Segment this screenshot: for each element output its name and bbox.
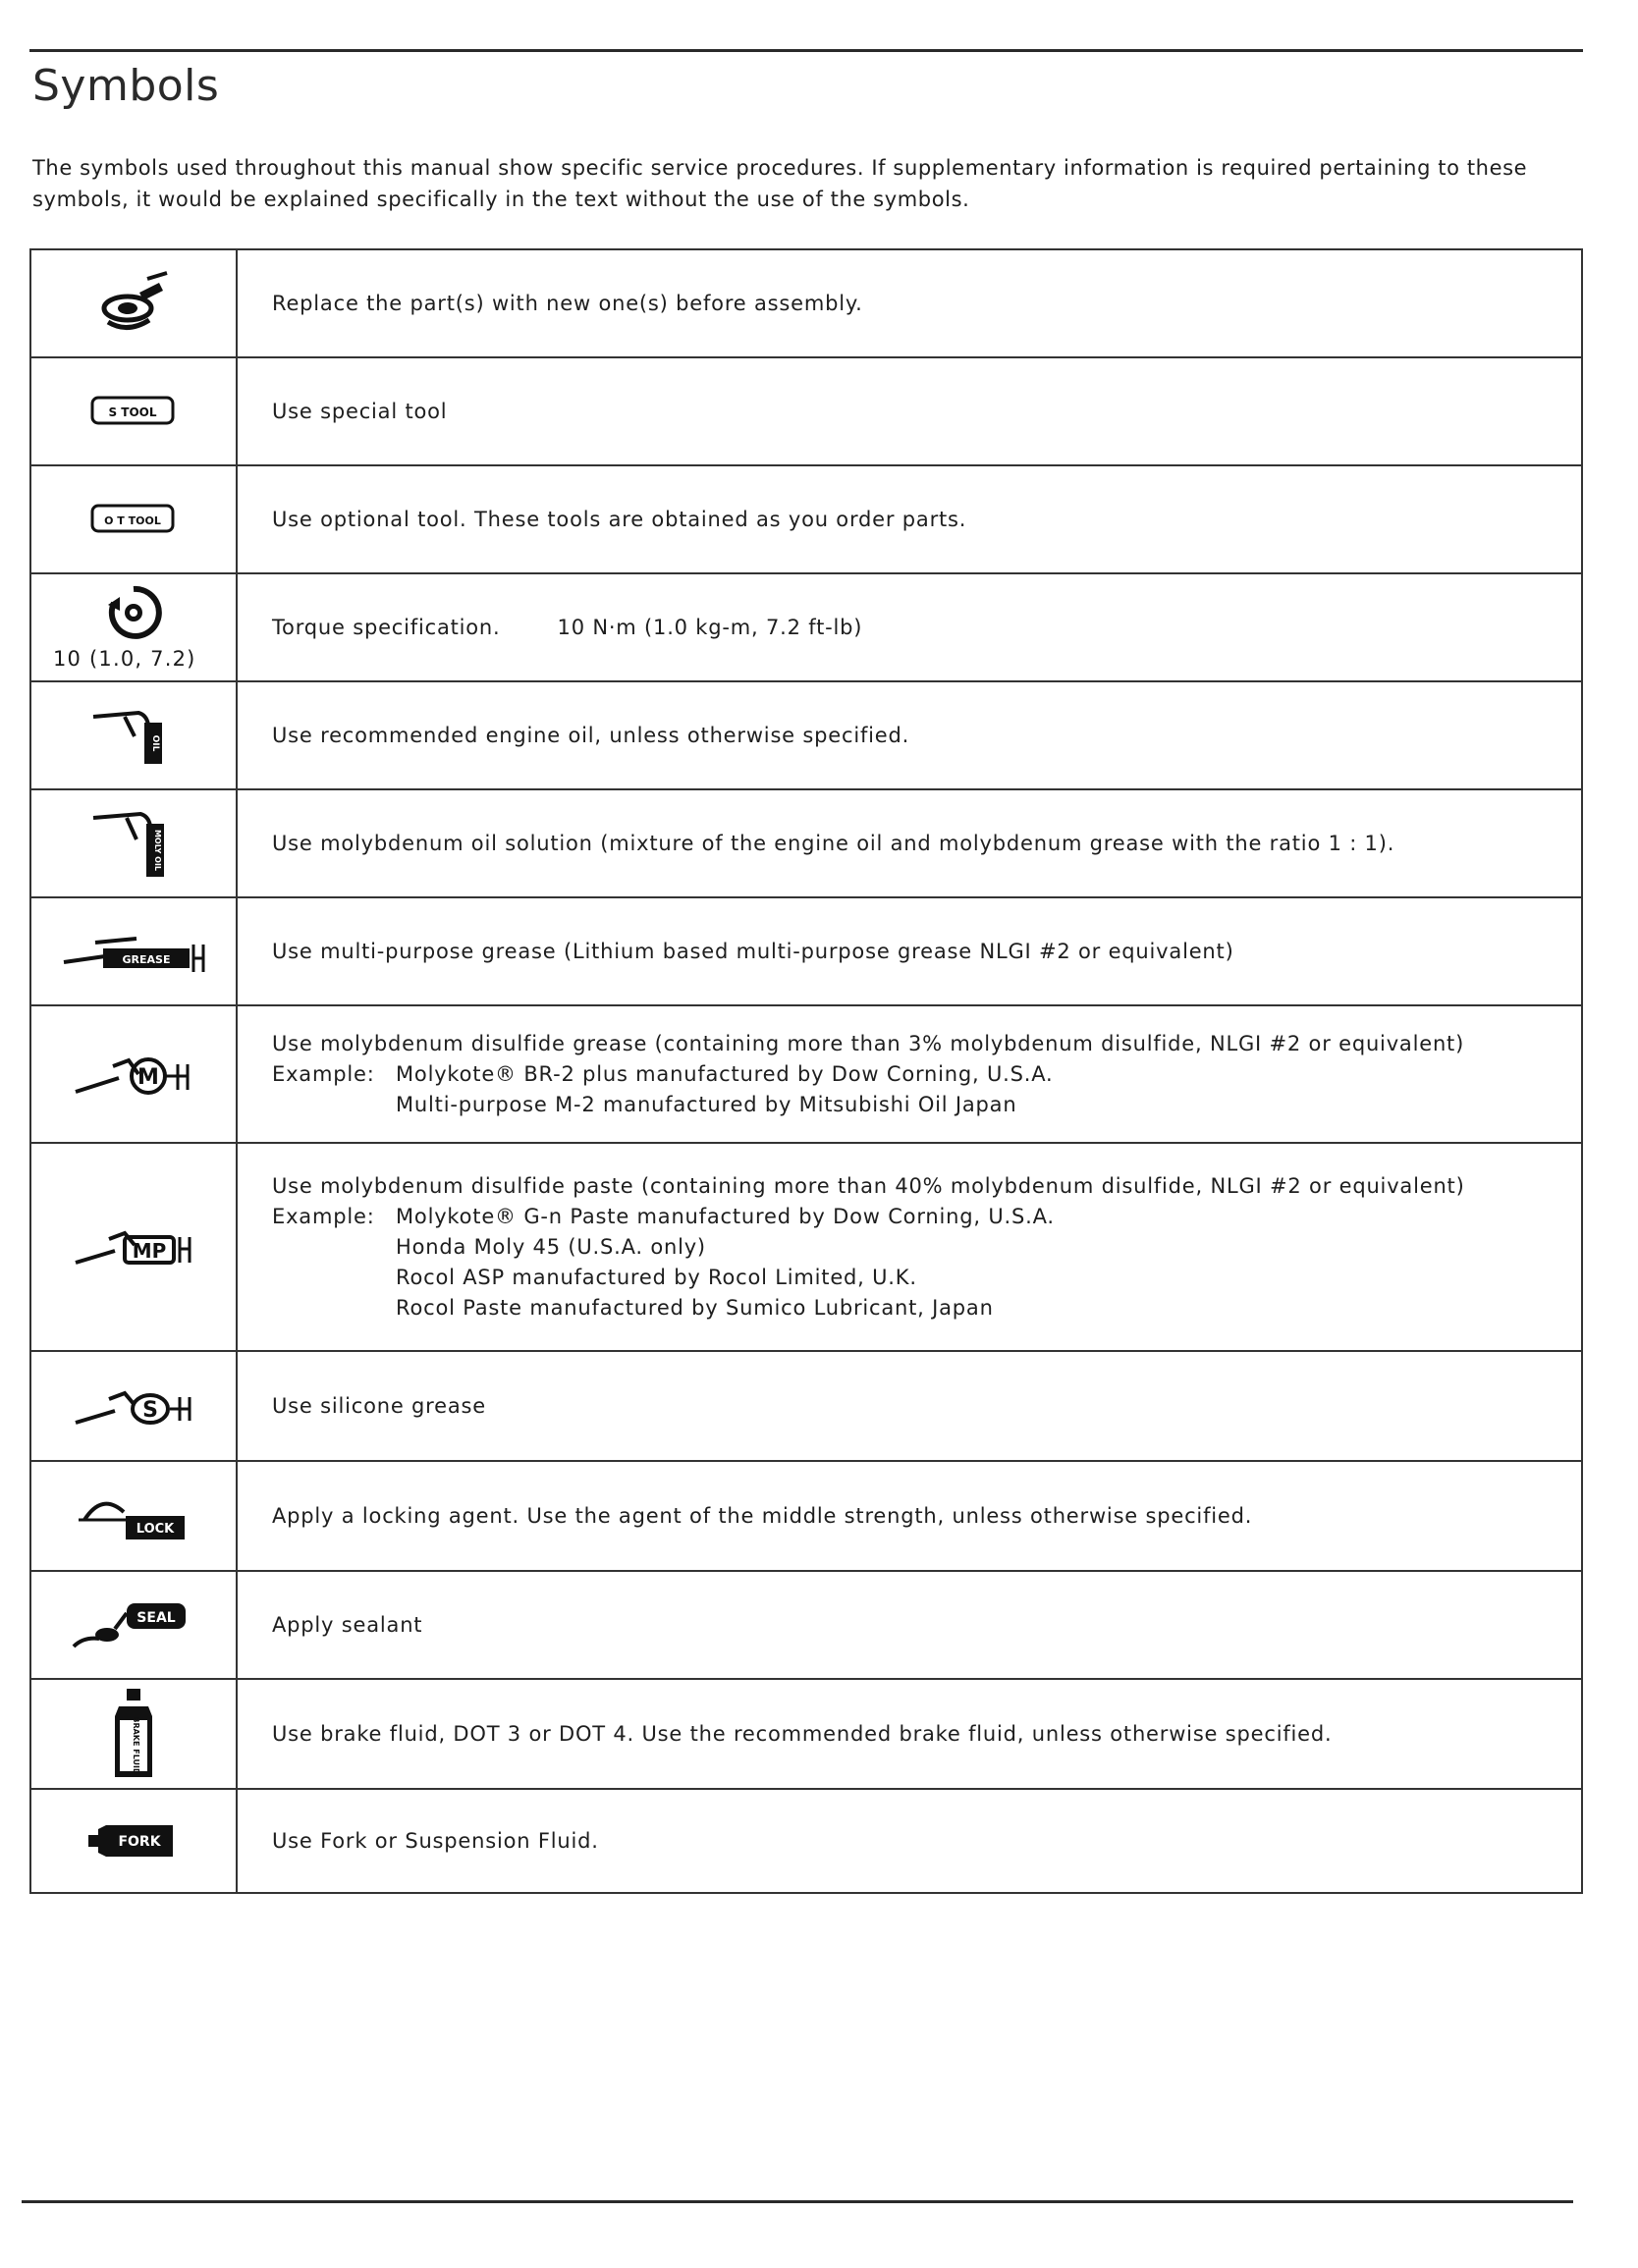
sealant-icon — [70, 1597, 197, 1652]
svg-text:OIL: OIL — [150, 734, 160, 752]
svg-text:SEAL: SEAL — [136, 1610, 176, 1626]
moly-grease-description: Use molybdenum disulfide grease (containing more than 3% molybdenum disulfide, NLGI #2 or equivalent) — [272, 1031, 1465, 1055]
row-text: Use optional tool. These tools are obtained as you order parts. — [237, 465, 1582, 573]
example-line: Rocol ASP manufactured by Rocol Limited, U.K. — [396, 1265, 917, 1289]
example-label: Example: — [272, 1061, 375, 1086]
torque-icon — [104, 583, 163, 642]
table-row — [30, 573, 1582, 681]
svg-text:LOCK: LOCK — [136, 1522, 175, 1537]
silicone-grease-icon — [70, 1381, 197, 1431]
row-text: Apply a locking agent. Use the agent of the middle strength, unless otherwise specified. — [237, 1461, 1582, 1571]
svg-text:M: M — [137, 1065, 159, 1090]
row-text — [237, 1005, 1582, 1143]
moly-oil-icon — [89, 806, 178, 881]
locking-agent-icon — [75, 1486, 192, 1545]
page-title: Symbols — [32, 61, 220, 111]
intro-paragraph: The symbols used throughout this manual show specific service procedures. If supplementary information is required pertaining to these symbols, it would be explained specifically in the text without the use of the symbols. — [32, 156, 1528, 211]
svg-text:GREASE: GREASE — [122, 953, 171, 966]
row-text: Use special tool — [237, 357, 1582, 465]
table-row — [30, 897, 1582, 1005]
svg-text:S: S — [142, 1398, 158, 1423]
table-row — [30, 1789, 1582, 1893]
example-line: Honda Moly 45 (U.S.A. only) — [396, 1234, 706, 1259]
example-line: Multi-purpose M-2 manufactured by Mitsubishi Oil Japan — [396, 1092, 1017, 1116]
table-row — [30, 1143, 1582, 1351]
row-text: Apply sealant — [237, 1571, 1582, 1679]
table-row — [30, 789, 1582, 897]
row-text: Use brake fluid, DOT 3 or DOT 4. Use the recommended brake fluid, unless otherwise specified. — [237, 1679, 1582, 1789]
example-label: Example: — [272, 1204, 375, 1228]
fork-fluid-icon — [84, 1819, 183, 1863]
table-row — [30, 249, 1582, 357]
table-row — [30, 465, 1582, 573]
example-line: Example: Molykote® G-n Paste manufactured by Dow Corning, U.S.A. — [272, 1202, 1559, 1232]
torque-value: 10 N·m (1.0 kg-m, 7.2 ft-lb) — [557, 615, 863, 639]
table-row — [30, 1679, 1582, 1789]
replace-part-icon — [94, 269, 173, 338]
top-rule — [29, 49, 1583, 52]
row-text — [237, 1143, 1582, 1351]
svg-text:O T TOOL: O T TOOL — [104, 514, 161, 527]
table-row — [30, 1461, 1582, 1571]
table-row — [30, 1005, 1582, 1143]
table-row — [30, 357, 1582, 465]
row-text: Use multi-purpose grease (Lithium based multi-purpose grease NLGI #2 or equivalent) — [237, 897, 1582, 1005]
brake-fluid-icon — [109, 1687, 158, 1781]
row-text: Replace the part(s) with new one(s) before assembly. — [237, 249, 1582, 357]
example-line: Example: Molykote® BR-2 plus manufactured by Dow Corning, U.S.A. — [272, 1059, 1559, 1090]
table-row — [30, 681, 1582, 789]
torque-label: Torque specification. — [272, 615, 501, 639]
row-text: Use Fork or Suspension Fluid. — [237, 1789, 1582, 1893]
table-row — [30, 1351, 1582, 1461]
row-text: Use silicone grease — [237, 1351, 1582, 1461]
moly-paste-description: Use molybdenum disulfide paste (containing more than 40% molybdenum disulfide, NLGI #2 or equivalent) — [272, 1173, 1465, 1198]
svg-text:BRAKE FLUID: BRAKE FLUID — [132, 1716, 140, 1775]
special-tool-icon — [89, 392, 178, 431]
svg-text:MP: MP — [132, 1239, 167, 1263]
example-line: Rocol Paste manufactured by Sumico Lubricant, Japan — [396, 1295, 994, 1320]
optional-tool-icon — [89, 500, 178, 539]
moly-grease-icon — [70, 1047, 197, 1102]
symbols-table — [29, 248, 1583, 1894]
grease-icon — [60, 927, 207, 976]
svg-text:S TOOL: S TOOL — [108, 405, 157, 419]
svg-text:MOLY OIL: MOLY OIL — [153, 829, 162, 872]
svg-text:FORK: FORK — [118, 1834, 161, 1850]
row-text: Use molybdenum oil solution (mixture of the engine oil and molybdenum grease with the ratio 1 : 1). — [237, 789, 1582, 897]
row-text — [237, 573, 1582, 681]
torque-caption: 10 (1.0, 7.2) — [53, 647, 196, 671]
table-row — [30, 1571, 1582, 1679]
engine-oil-icon — [89, 703, 178, 768]
bottom-rule — [22, 2200, 1573, 2203]
row-text: Use recommended engine oil, unless otherwise specified. — [237, 681, 1582, 789]
moly-paste-icon — [70, 1219, 197, 1274]
